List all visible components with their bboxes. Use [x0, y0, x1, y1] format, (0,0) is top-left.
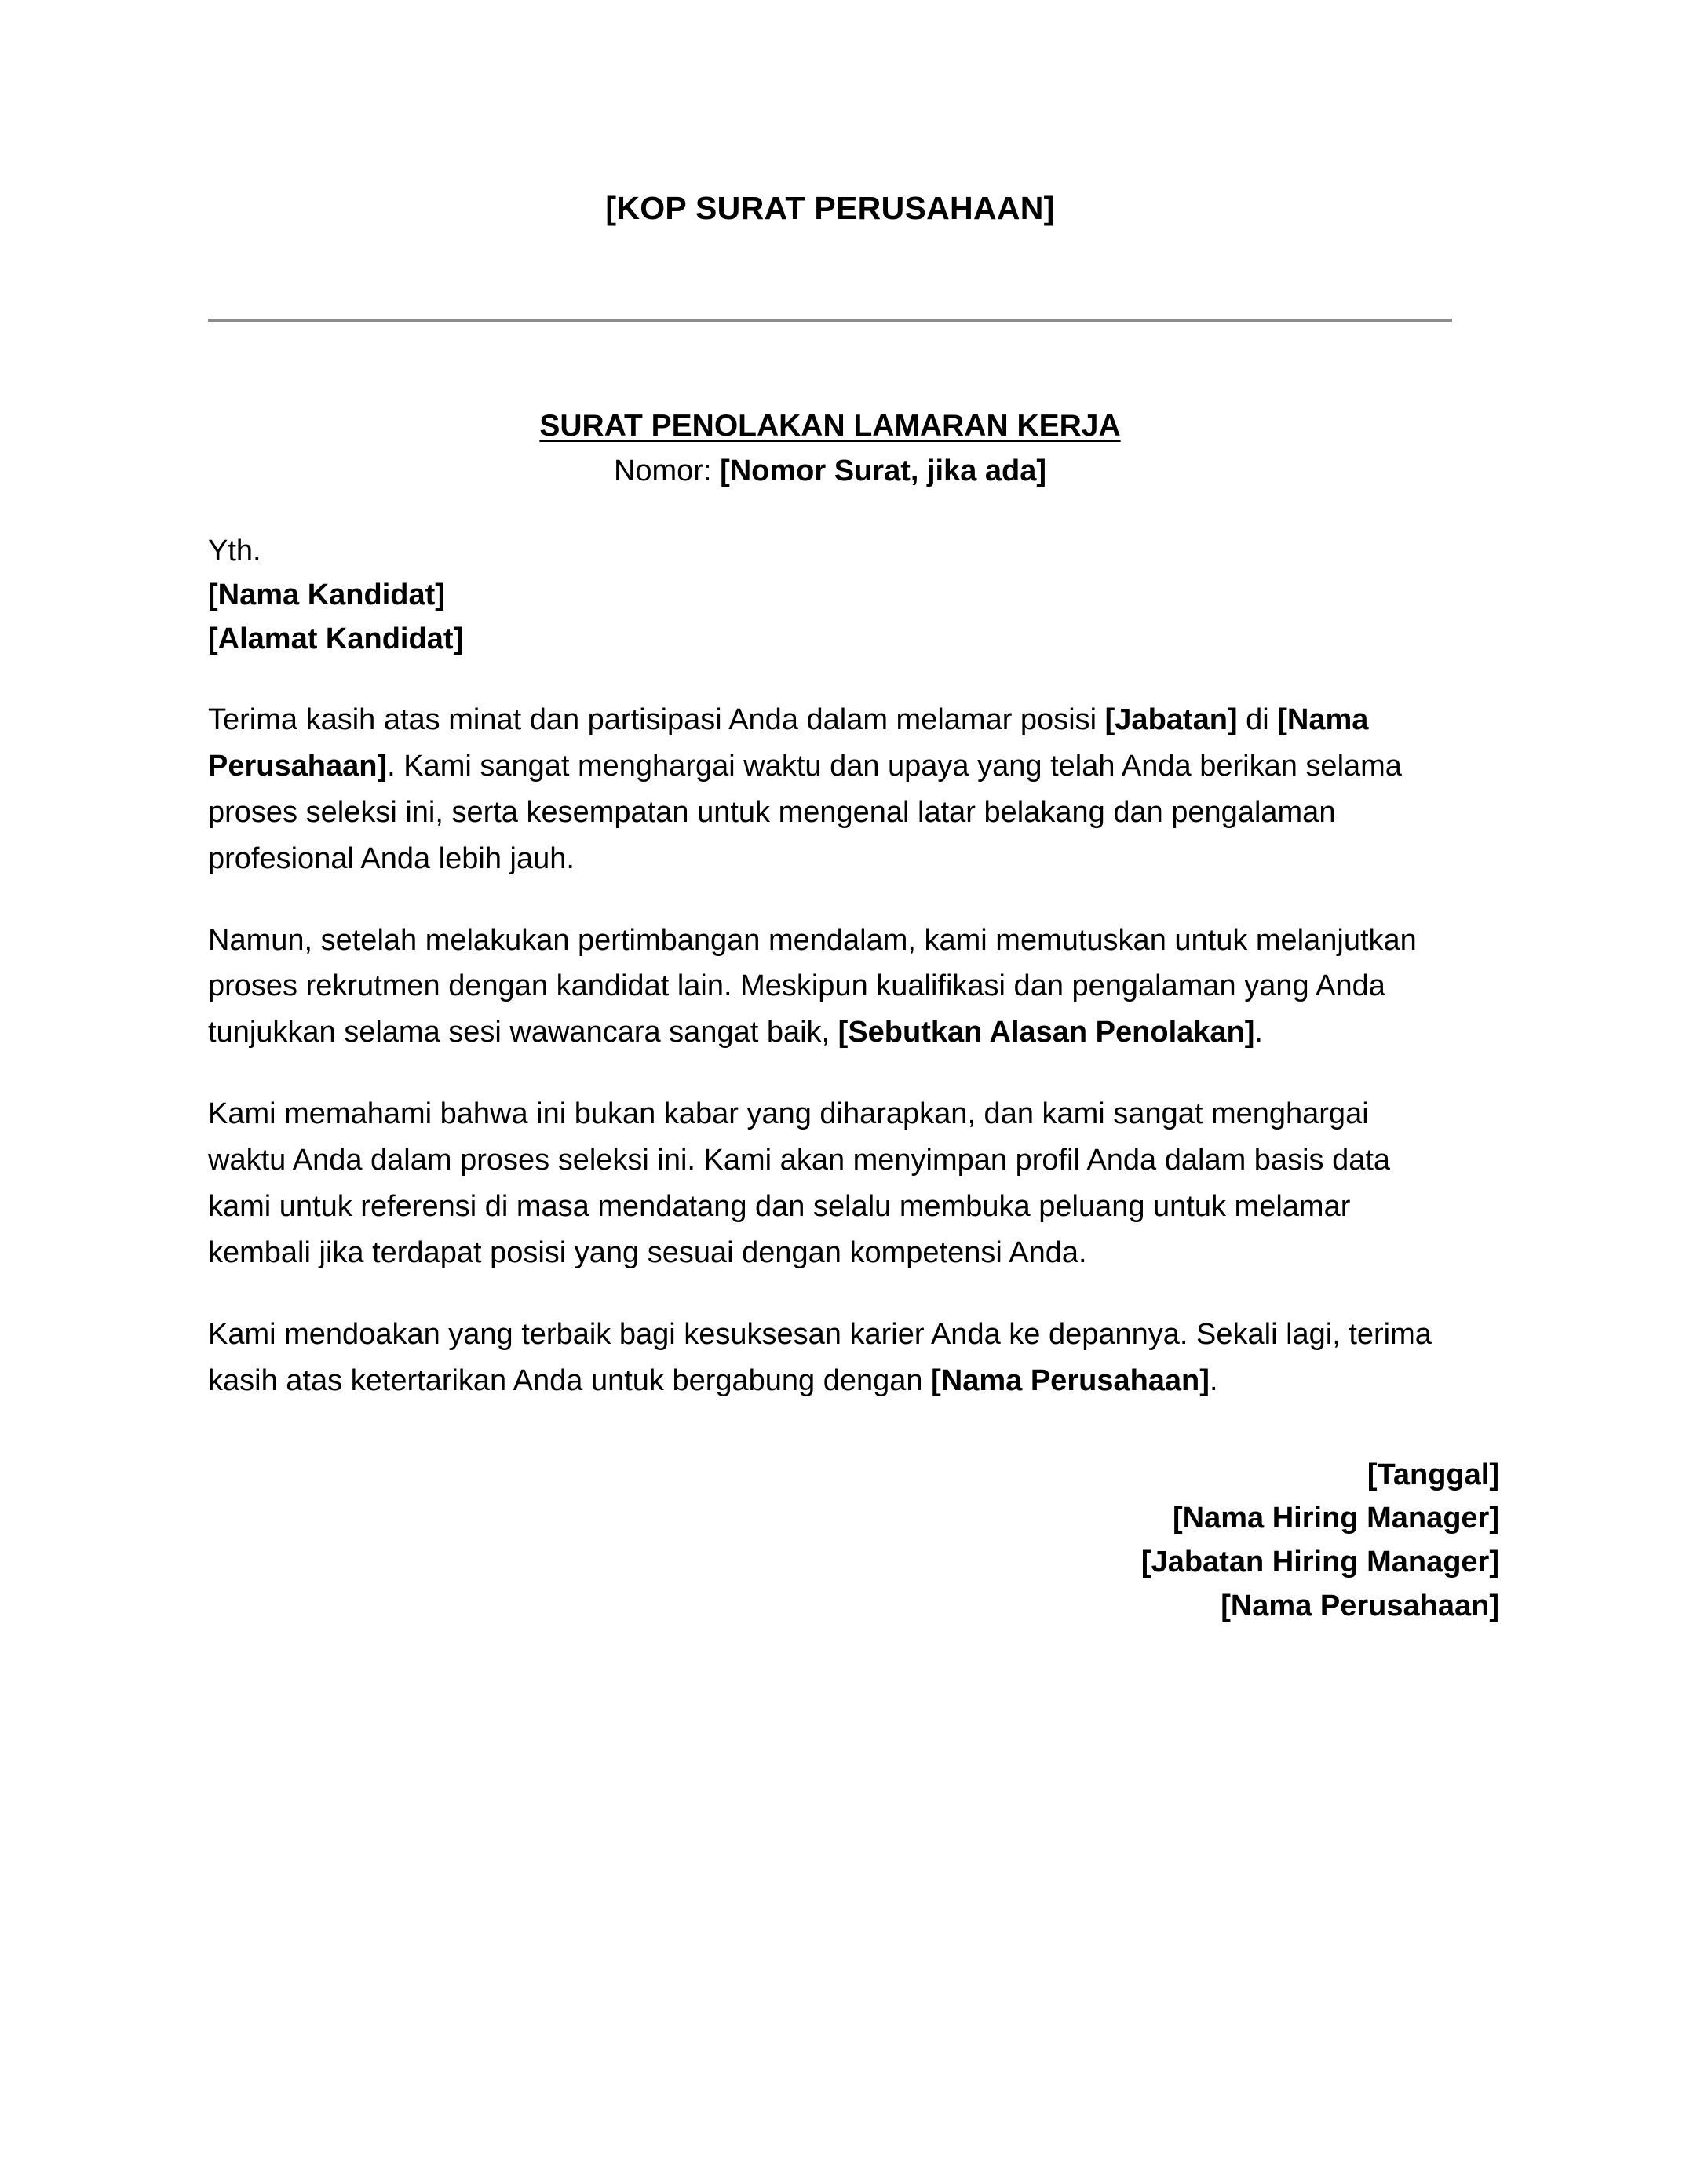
company-letterhead: [KOP SURAT PERUSAHAAN]	[605, 190, 1055, 226]
body-paragraph-1	[208, 697, 1452, 882]
signature-block	[208, 1454, 1499, 1629]
paragraph-3-text: Kami memahami bahwa ini bukan kabar yang diharapkan, dan kami sangat menghargai waktu Anda dalam proses seleksi ini. Kami akan menyimpan profil Anda dalam basis data kami untuk referensi di masa mendatang dan selalu membuka peluang untuk melamar kembali jika terdapat posisi yang sesuai dengan kompetensi Anda.	[208, 1097, 1391, 1269]
document-content	[208, 0, 1499, 1629]
addressee-address: [Alamat Kandidat]	[208, 622, 464, 656]
placeholder-nama-perusahaan-2: [Nama Perusahaan]	[931, 1363, 1210, 1397]
title-block	[208, 407, 1452, 490]
body-paragraph-4	[208, 1312, 1452, 1404]
paragraph-2-segment-a: Namun, setelah melakukan pertimbangan mendalam, kami memutuskan untuk melanjutkan proses rekrutmen dengan kandidat lain. Meskipun kualifikasi dan pengalaman yang Anda tunjukkan selama sesi wawancara sangat baik,	[208, 923, 1417, 1049]
document-title: SURAT PENOLAKAN LAMARAN KERJA	[539, 409, 1121, 443]
paragraph-4-segment-a: Kami mendoakan yang terbaik bagi kesuksesan karier Anda ke depannya. Sekali lagi, terima kasih atas ketertarikan Anda untuk bergabung dengan	[208, 1317, 1432, 1397]
paragraph-1-segment-c: di	[1237, 703, 1278, 737]
signature-company: [Nama Perusahaan]	[1221, 1590, 1499, 1623]
paragraph-1-segment-e: . Kami sangat menghargai waktu dan upaya yang telah Anda berikan selama proses seleksi ini, serta kesempatan untuk mengenal latar belakang dan pengalaman profesional Anda lebih jauh.	[208, 749, 1402, 875]
placeholder-jabatan: [Jabatan]	[1104, 703, 1238, 737]
placeholder-nama-perusahaan-1: [Nama Perusahaan]	[208, 703, 1369, 783]
body-paragraph-3	[208, 1091, 1452, 1276]
paragraph-4-segment-c: .	[1209, 1363, 1218, 1397]
document-number-value: [Nomor Surat, jika ada]	[720, 454, 1047, 487]
addressee-block	[208, 530, 1452, 662]
body-paragraph-2	[208, 918, 1452, 1057]
paragraph-1-segment-a: Terima kasih atas minat dan partisipasi Anda dalam melamar posisi	[208, 703, 1105, 737]
signature-date: [Tanggal]	[1367, 1458, 1499, 1491]
document-number-line	[208, 453, 1452, 491]
addressee-salutation: Yth.	[208, 535, 261, 568]
signature-manager-title: [Jabatan Hiring Manager]	[1140, 1546, 1499, 1579]
addressee-name: [Nama Kandidat]	[208, 579, 445, 612]
header-divider	[208, 319, 1452, 322]
placeholder-alasan-penolakan: [Sebutkan Alasan Penolakan]	[838, 1016, 1255, 1049]
paragraph-2-segment-c: .	[1254, 1016, 1263, 1049]
document-number-label: Nomor:	[613, 454, 721, 487]
signature-manager-name: [Nama Hiring Manager]	[1173, 1502, 1499, 1535]
